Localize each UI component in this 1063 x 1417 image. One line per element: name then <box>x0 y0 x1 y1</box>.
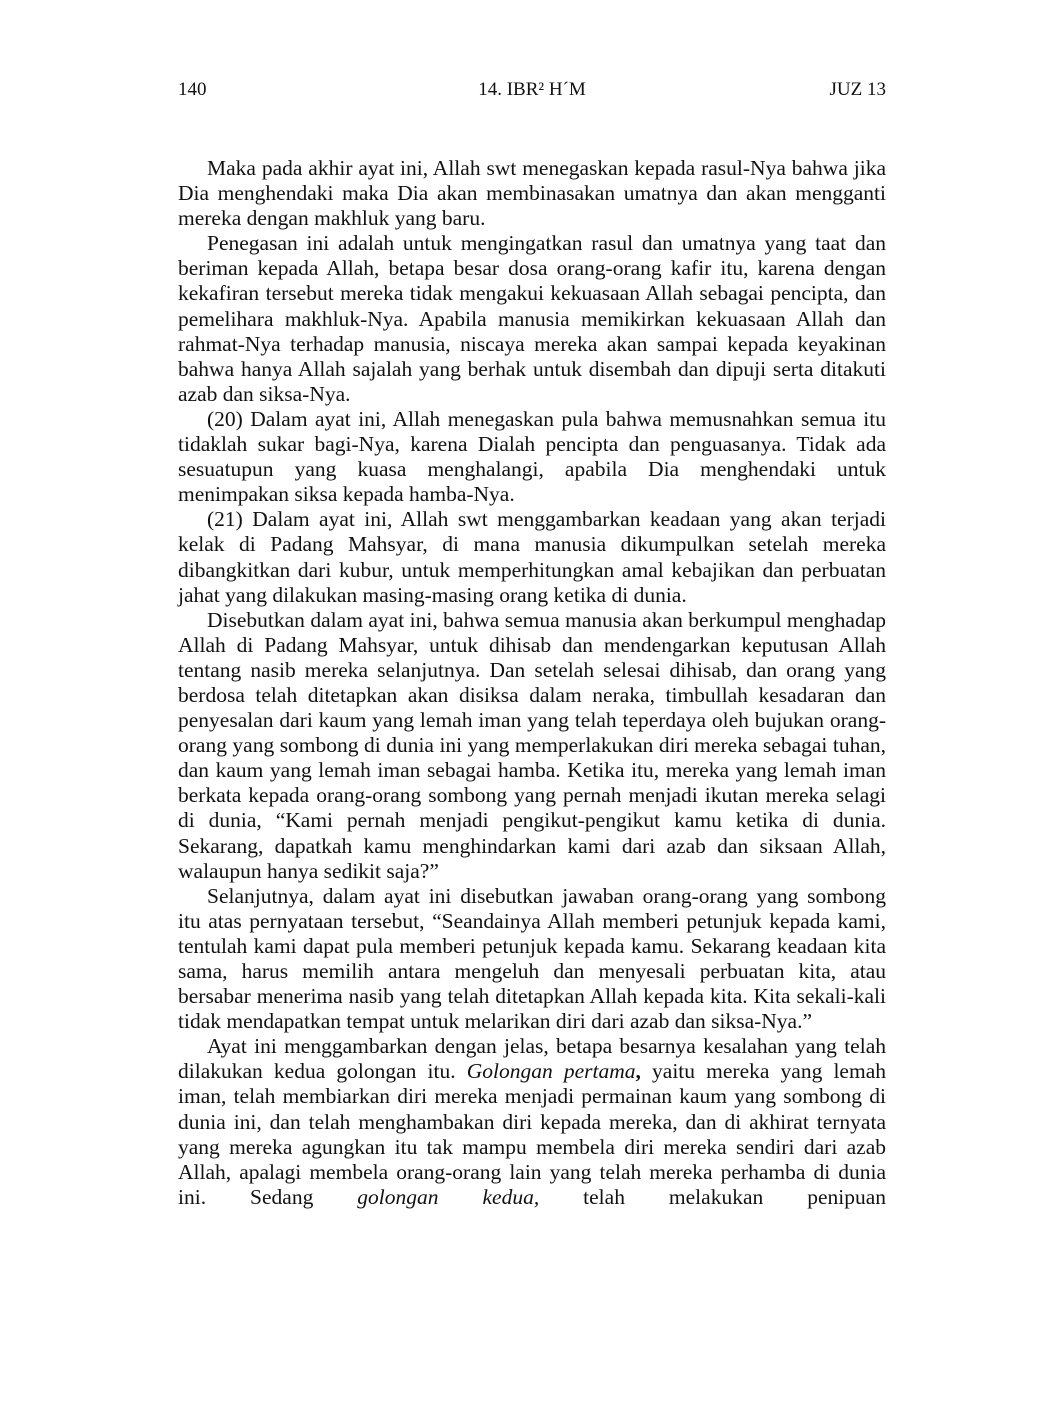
paragraph: Penegasan ini adalah untuk mengingatkan rasul dan umatnya yang taat dan beriman kepada Allah, betapa besar dosa orang-orang kafir itu, karena dengan kekafiran tersebut mereka tidak mengakui kekuasaan Allah sebagai pencipta, dan pemelihara makhluk-Nya. Apabila manusia memikirkan kekuasaan Allah dan rahmat-Nya terhadap manusia, niscaya mereka akan sampai kepada keyakinan bahwa hanya Allah sajalah yang berhak untuk disembah dan dipuji serta ditakuti azab dan siksa-Nya. <box>178 231 886 406</box>
paragraph-text: telah melakukan penipuan <box>539 1184 887 1209</box>
paragraph-text: yaitu mereka yang lemah iman, telah membiarkan diri mereka menjadi permainan kaum yang sombong di dunia ini, dan telah menghambakan diri kepada mereka, dan di akhirat ternyata yang mereka agungkan itu tak mampu membela diri mereka sendiri dari azab Allah, apalagi membela orang-orang lain yang telah mereka perhamba di dunia ini. Sedang <box>178 1059 886 1209</box>
juz-label: JUZ 13 <box>829 79 886 100</box>
page-number: 140 <box>178 79 207 100</box>
paragraph: Disebutkan dalam ayat ini, bahwa semua manusia akan berkumpul menghadap Allah di Padang Mahsyar, untuk dihisab dan mendengarkan keputusan Allah tentang nasib mereka selanjutnya. Dan setelah selesai dihisab, dan orang yang berdosa telah ditetapkan akan disiksa dalam neraka, timbullah kesadaran dan penyesalan dari kaum yang lemah iman yang telah teperdaya oleh bujukan orang-orang yang sombong di dunia ini yang memperlakukan diri mereka sebagai tuhan, dan kaum yang lemah iman sebagai hamba. Ketika itu, mereka yang lemah iman berkata kepada orang-orang sombong yang pernah menjadi ikutan mereka selagi di dunia, “Kami pernah menjadi pengikut-pengikut kamu ketika di dunia. Sekarang, dapatkah kamu menghindarkan kami dari azab dan siksaan Allah, walaupun hanya sedikit saja?” <box>178 607 886 883</box>
paragraph <box>178 1034 886 1210</box>
paragraph-text: Ayat ini menggambarkan dengan jelas, betapa besarnya kesalahan yang telah dilakukan kedua golongan itu. <box>178 1034 886 1084</box>
paragraph: Selanjutnya, dalam ayat ini disebutkan jawaban orang-orang yang sombong itu atas pernyataan tersebut, “Seandainya Allah memberi petunjuk kepada kami, tentulah kami dapat pula memberi petunjuk kepada kamu. Sekarang keadaan kita sama, harus memilih antara mengeluh dan menyesali perbuatan kita, atau bersabar menerima nasib yang telah ditetapkan Allah kepada kita. Kita sekali-kali tidak mendapatkan tempat untuk melarikan diri dari azab dan siksa-Nya.” <box>178 883 886 1034</box>
paragraph: Maka pada akhir ayat ini, Allah swt menegaskan kepada rasul-Nya bahwa jika Dia menghendaki maka Dia akan membinasakan umatnya dan akan mengganti mereka dengan makhluk yang baru. <box>178 156 886 231</box>
italic-term: Golongan pertama <box>466 1059 636 1084</box>
body-text <box>178 156 886 1210</box>
chapter-title: 14. IBR² H´M <box>478 79 586 100</box>
bold-comma: , <box>635 1059 641 1084</box>
paragraph: (20) Dalam ayat ini, Allah menegaskan pula bahwa memusnahkan semua itu tidaklah sukar bagi-Nya, karena Dialah pencipta dan penguasanya. Tidak ada sesuatupun yang kuasa menghalangi, apabila Dia menghendaki untuk menimpakan siksa kepada hamba-Nya. <box>178 406 886 507</box>
page-header <box>178 78 886 102</box>
italic-term: golongan kedua, <box>357 1184 540 1209</box>
paragraph: (21) Dalam ayat ini, Allah swt menggambarkan keadaan yang akan terjadi kelak di Padang Mahsyar, di mana manusia dikumpulkan setelah mereka dibangkitkan dari kubur, untuk memperhitungkan amal kebajikan dan perbuatan jahat yang dilakukan masing-masing orang ketika di dunia. <box>178 507 886 607</box>
